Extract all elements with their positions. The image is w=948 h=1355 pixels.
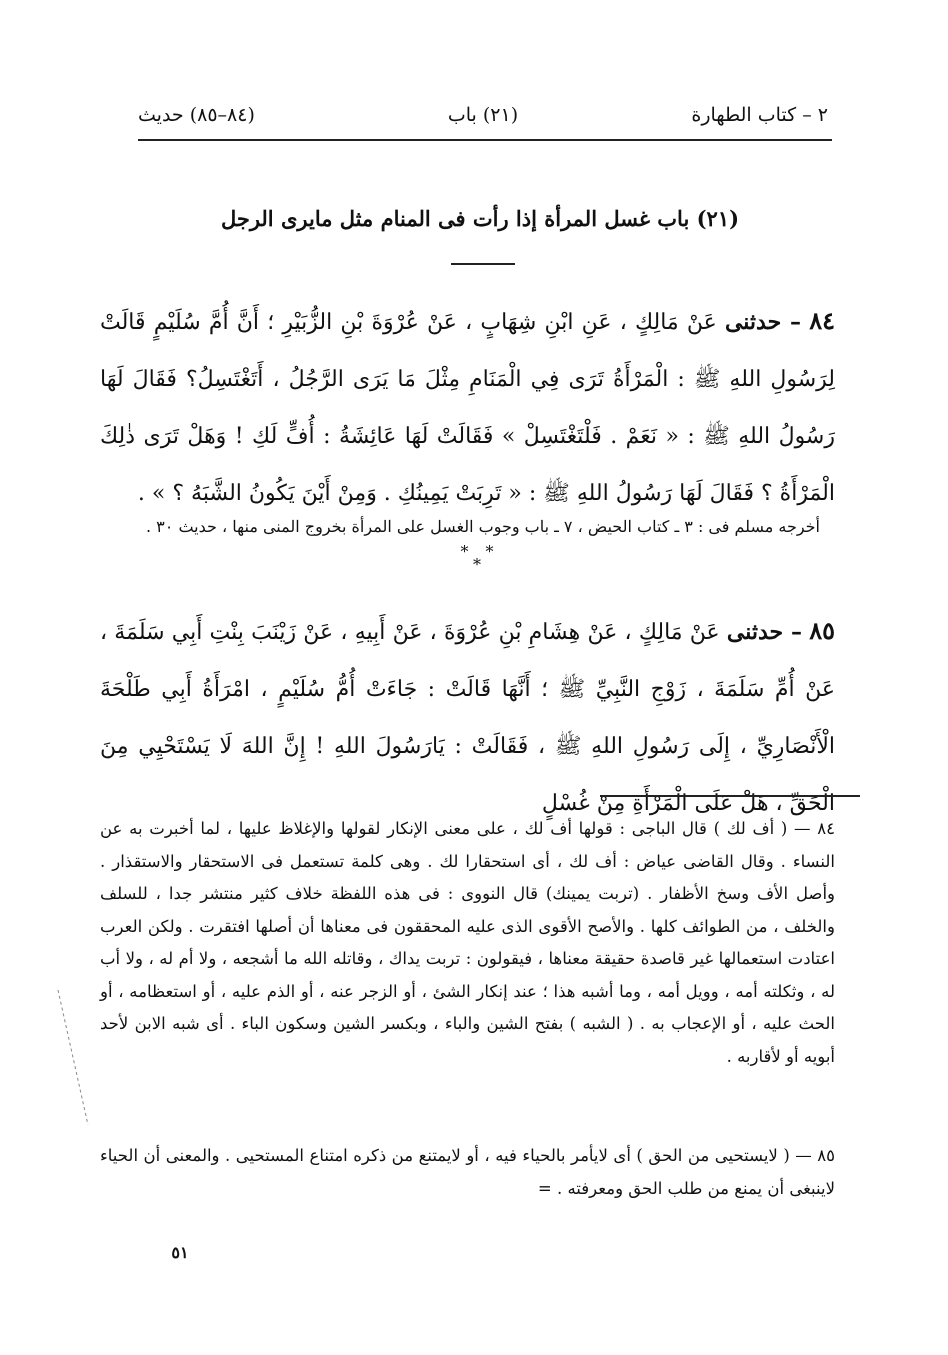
running-header — [138, 100, 828, 130]
hadith-text: عَنْ مَالِكٍ ، عَنْ هِشَامِ بْنِ عُرْوَةَ ، عَنْ أَبِيهِ ، عَنْ زَيْنَبَ بِنْتِ أَبِي سَلَمَةَ ، عَنْ أُمِّ سَلَمَةَ ، زَوْجِ النَّبِيِّ ﷺ ؛ أَنَّهَا قَالَتْ : جَاءَتْ أُمُّ سُلَيْمٍ ، امْرَأَةُ أَبِي طَلْحَةَ الْأَنْصَارِيِّ ، إِلَى رَسُولِ اللهِ ﷺ ، فَقَالَتْ : يَارَسُولَ اللهِ ! إِنَّ اللهَ لَا يَسْتَحْيِي مِنَ الْحَقِّ ، هَلْ عَلَى الْمَرْأَةِ مِنْ غُسْلٍ — [100, 620, 835, 816]
footnote-84: ٨٤ — ( أف لك ) قال الباجى : قولها أف لك ، على معنى الإنكار لقولها والإغلاظ عليها ، لما أخبرت به عن النساء . وقال القاضى عياض : أف لك ، أى استحقارا لك . وهى كلمة تستعمل فى الاستحقار والاستقذار . وأصل الأف وسخ الأظفار . (تربت يمينك) قال النووى : فى هذه اللفظة خلاف كثير منتشر جدا ، للسلف والخلف ، من الطوائف كلها . والأصح الأقوى الذى عليه المحققون فى معناها أن أصلها افتقرت . ولكن العرب اعتادت استعمالها غير قاصدة حقيقة معناها ، فيقولون : تربت يداك ، وقاتله الله ما أشجعه ، ولا أم له ، ولا أب له ، وثكلته أمه ، وويل أمه ، وما أشبه هذا ؛ عند إنكار الشئ ، أو الزجر عنه ، أو الذم عليه ، أو استعظامه ، أو الحث عليه ، أو الإعجاب به . ( الشبه ) بفتح الشين والباء ، وبكسر الشين وسكون الباء . أى شبه الابن لأحد أبويه أو لأقاربه . — [100, 819, 835, 1066]
page-number: ٥١ — [171, 1243, 189, 1262]
scan-margin-mark — [40, 990, 100, 1130]
footnote-85: ٨٥ — ( لايستحيى من الحق ) أى لايأمر بالحياء فيه ، أو لايمتنع من ذكره امتناع المستحيى . والمعنى أن الحياء لاينبغى أن يمنع من طلب الحق ومعرفته . = — [100, 1146, 835, 1198]
footnote-rule — [600, 795, 860, 797]
hadith-84 — [100, 292, 835, 522]
hadith-text: عَنْ مَالِكٍ ، عَنِ ابْنِ شِهَابٍ ، عَنْ عُرْوَةَ بْنِ الزُّبَيْرِ ؛ أَنَّ أُمَّ سُلَيْمٍ قَالَتْ لِرَسُولِ اللهِ ﷺ : الْمَرْأَةُ تَرَى فِي الْمَنَامِ مِثْلَ مَا يَرَى الرَّجُلُ ، أَتَغْتَسِلُ؟ فَقَالَ لَهَا رَسُولُ اللهِ ﷺ : « نَعَمْ . فَلْتَغْتَسِلْ » فَقَالَتْ لَهَا عَائِشَةُ : أُفٍّ لَكِ ! وَهَلْ تَرَى ذٰلِكَ الْمَرْأَةُ ؟ فَقَالَ لَهَا رَسُولُ اللهِ ﷺ : « تَرِبَتْ يَمِينُكِ . وَمِنْ أَيْنَ يَكُونُ الشَّبَهُ ؟ » . — [100, 310, 835, 506]
takhrij-note: أخرجه مسلم فى : ٣ ـ كتاب الحيض ، ٧ ـ باب وجوب الغسل على المرأة بخروج المنى منها ، حديث ٣٠ . — [146, 517, 820, 536]
chapter-title: (٢١) باب غسل المرأة إذا رأت فى المنام مثل مايرى الرجل — [220, 206, 740, 231]
hadith-opening: – حدثنى — [724, 309, 802, 335]
hadith-number: ٨٤ — [809, 306, 836, 335]
header-book-title: ٢ – كتاب الطهارة — [691, 104, 828, 126]
hadith-number: ٨٥ — [809, 616, 836, 645]
header-bab: (٢١) باب — [447, 104, 519, 126]
title-rule — [451, 263, 515, 265]
separator-stars: * * * — [460, 542, 500, 574]
section-separator — [450, 542, 510, 574]
hadith-85 — [100, 602, 835, 832]
header-hadith-range: (٨٤–٨٥) حديث — [138, 104, 255, 126]
hadith-opening: – حدثنى — [726, 619, 803, 645]
header-rule — [138, 139, 832, 141]
